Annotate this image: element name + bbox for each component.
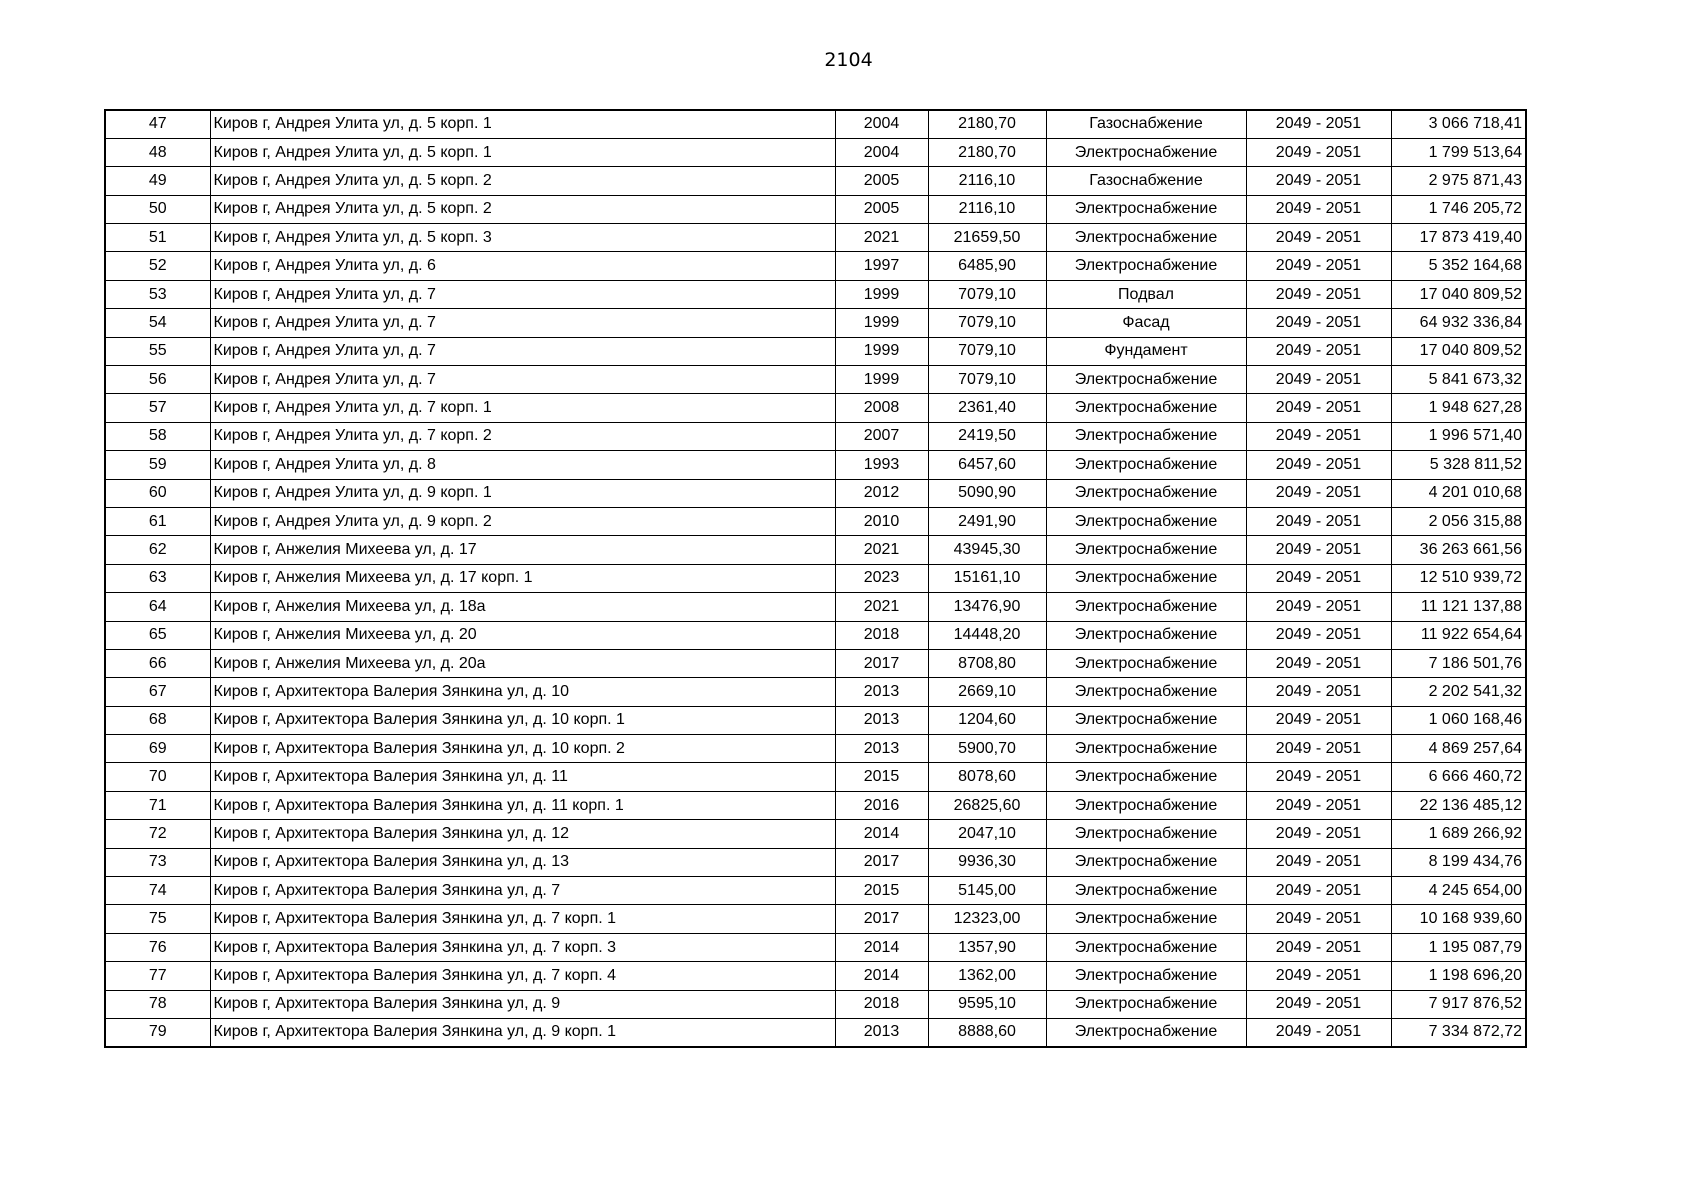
work-type-cell: Фундамент [1046, 337, 1246, 365]
work-type-cell: Электроснабжение [1046, 735, 1246, 763]
period-cell: 2049 - 2051 [1246, 309, 1391, 337]
table-row [105, 706, 1526, 734]
build-year-cell: 2007 [835, 422, 928, 450]
work-type-cell: Газоснабжение [1046, 167, 1246, 195]
build-year-cell: 2004 [835, 138, 928, 166]
address-cell: Киров г, Андрея Улита ул, д. 7 корп. 2 [210, 422, 835, 450]
table-row [105, 394, 1526, 422]
row-number-cell: 68 [105, 706, 210, 734]
row-number-cell: 55 [105, 337, 210, 365]
address-cell: Киров г, Андрея Улита ул, д. 7 [210, 337, 835, 365]
table-row [105, 791, 1526, 819]
work-type-cell: Подвал [1046, 280, 1246, 308]
work-type-cell: Электроснабжение [1046, 479, 1246, 507]
period-cell: 2049 - 2051 [1246, 536, 1391, 564]
cost-cell: 11 922 654,64 [1391, 621, 1526, 649]
table-row [105, 224, 1526, 252]
table-row [105, 962, 1526, 990]
period-cell: 2049 - 2051 [1246, 224, 1391, 252]
row-number-cell: 67 [105, 678, 210, 706]
cost-cell: 5 841 673,32 [1391, 366, 1526, 394]
row-number-cell: 69 [105, 735, 210, 763]
build-year-cell: 2021 [835, 536, 928, 564]
area-cell: 5900,70 [928, 735, 1046, 763]
build-year-cell: 2021 [835, 224, 928, 252]
address-cell: Киров г, Анжелия Михеева ул, д. 17 корп. 1 [210, 564, 835, 592]
area-cell: 2116,10 [928, 195, 1046, 223]
row-number-cell: 71 [105, 791, 210, 819]
address-cell: Киров г, Архитектора Валерия Зянкина ул, д. 9 корп. 1 [210, 1019, 835, 1047]
period-cell: 2049 - 2051 [1246, 848, 1391, 876]
period-cell: 2049 - 2051 [1246, 195, 1391, 223]
row-number-cell: 56 [105, 366, 210, 394]
build-year-cell: 2021 [835, 593, 928, 621]
work-type-cell: Электроснабжение [1046, 877, 1246, 905]
work-type-cell: Электроснабжение [1046, 422, 1246, 450]
table-row [105, 536, 1526, 564]
build-year-cell: 2013 [835, 678, 928, 706]
period-cell: 2049 - 2051 [1246, 621, 1391, 649]
area-cell: 5145,00 [928, 877, 1046, 905]
cost-cell: 64 932 336,84 [1391, 309, 1526, 337]
address-cell: Киров г, Архитектора Валерия Зянкина ул, д. 11 корп. 1 [210, 791, 835, 819]
cost-cell: 1 799 513,64 [1391, 138, 1526, 166]
work-type-cell: Электроснабжение [1046, 706, 1246, 734]
table-row [105, 366, 1526, 394]
address-cell: Киров г, Андрея Улита ул, д. 8 [210, 451, 835, 479]
cost-cell: 4 245 654,00 [1391, 877, 1526, 905]
build-year-cell: 2017 [835, 649, 928, 677]
work-type-cell: Электроснабжение [1046, 1019, 1246, 1047]
row-number-cell: 51 [105, 224, 210, 252]
build-year-cell: 1993 [835, 451, 928, 479]
table-row [105, 905, 1526, 933]
build-year-cell: 2014 [835, 933, 928, 961]
area-cell: 12323,00 [928, 905, 1046, 933]
area-cell: 9595,10 [928, 990, 1046, 1018]
build-year-cell: 2015 [835, 877, 928, 905]
cost-cell: 7 334 872,72 [1391, 1019, 1526, 1047]
build-year-cell: 2018 [835, 621, 928, 649]
row-number-cell: 61 [105, 507, 210, 535]
build-year-cell: 2015 [835, 763, 928, 791]
area-cell: 1362,00 [928, 962, 1046, 990]
work-type-cell: Электроснабжение [1046, 678, 1246, 706]
work-type-cell: Электроснабжение [1046, 763, 1246, 791]
area-cell: 7079,10 [928, 309, 1046, 337]
table-row [105, 507, 1526, 535]
address-cell: Киров г, Андрея Улита ул, д. 5 корп. 2 [210, 195, 835, 223]
address-cell: Киров г, Андрея Улита ул, д. 5 корп. 1 [210, 138, 835, 166]
address-cell: Киров г, Архитектора Валерия Зянкина ул, д. 7 корп. 1 [210, 905, 835, 933]
cost-cell: 1 746 205,72 [1391, 195, 1526, 223]
address-cell: Киров г, Анжелия Михеева ул, д. 18а [210, 593, 835, 621]
period-cell: 2049 - 2051 [1246, 877, 1391, 905]
cost-cell: 10 168 939,60 [1391, 905, 1526, 933]
row-number-cell: 73 [105, 848, 210, 876]
table-row [105, 1019, 1526, 1047]
address-cell: Киров г, Архитектора Валерия Зянкина ул, д. 13 [210, 848, 835, 876]
row-number-cell: 57 [105, 394, 210, 422]
row-number-cell: 48 [105, 138, 210, 166]
table-row [105, 877, 1526, 905]
area-cell: 7079,10 [928, 366, 1046, 394]
period-cell: 2049 - 2051 [1246, 507, 1391, 535]
address-cell: Киров г, Андрея Улита ул, д. 7 корп. 1 [210, 394, 835, 422]
area-cell: 8078,60 [928, 763, 1046, 791]
cost-cell: 7 186 501,76 [1391, 649, 1526, 677]
period-cell: 2049 - 2051 [1246, 1019, 1391, 1047]
area-cell: 14448,20 [928, 621, 1046, 649]
area-cell: 6485,90 [928, 252, 1046, 280]
build-year-cell: 1999 [835, 309, 928, 337]
area-cell: 2361,40 [928, 394, 1046, 422]
work-type-cell: Электроснабжение [1046, 848, 1246, 876]
period-cell: 2049 - 2051 [1246, 763, 1391, 791]
build-year-cell: 1999 [835, 280, 928, 308]
row-number-cell: 62 [105, 536, 210, 564]
cost-cell: 3 066 718,41 [1391, 110, 1526, 138]
table-row [105, 621, 1526, 649]
build-year-cell: 2016 [835, 791, 928, 819]
period-cell: 2049 - 2051 [1246, 167, 1391, 195]
table-row [105, 848, 1526, 876]
row-number-cell: 77 [105, 962, 210, 990]
build-year-cell: 2013 [835, 735, 928, 763]
address-cell: Киров г, Архитектора Валерия Зянкина ул, д. 11 [210, 763, 835, 791]
table-row [105, 763, 1526, 791]
build-year-cell: 2014 [835, 962, 928, 990]
address-cell: Киров г, Андрея Улита ул, д. 9 корп. 1 [210, 479, 835, 507]
work-type-cell: Электроснабжение [1046, 820, 1246, 848]
address-cell: Киров г, Архитектора Валерия Зянкина ул, д. 7 корп. 4 [210, 962, 835, 990]
build-year-cell: 2013 [835, 1019, 928, 1047]
build-year-cell: 2013 [835, 706, 928, 734]
work-type-cell: Электроснабжение [1046, 962, 1246, 990]
row-number-cell: 53 [105, 280, 210, 308]
address-cell: Киров г, Андрея Улита ул, д. 5 корп. 3 [210, 224, 835, 252]
cost-cell: 8 199 434,76 [1391, 848, 1526, 876]
row-number-cell: 50 [105, 195, 210, 223]
build-year-cell: 1997 [835, 252, 928, 280]
address-cell: Киров г, Архитектора Валерия Зянкина ул, д. 10 корп. 1 [210, 706, 835, 734]
work-type-cell: Электроснабжение [1046, 933, 1246, 961]
period-cell: 2049 - 2051 [1246, 366, 1391, 394]
address-cell: Киров г, Архитектора Валерия Зянкина ул, д. 9 [210, 990, 835, 1018]
address-cell: Киров г, Архитектора Валерия Зянкина ул, д. 7 [210, 877, 835, 905]
period-cell: 2049 - 2051 [1246, 962, 1391, 990]
area-cell: 21659,50 [928, 224, 1046, 252]
address-cell: Киров г, Андрея Улита ул, д. 6 [210, 252, 835, 280]
work-type-cell: Электроснабжение [1046, 649, 1246, 677]
row-number-cell: 79 [105, 1019, 210, 1047]
period-cell: 2049 - 2051 [1246, 820, 1391, 848]
area-cell: 26825,60 [928, 791, 1046, 819]
row-number-cell: 49 [105, 167, 210, 195]
row-number-cell: 60 [105, 479, 210, 507]
period-cell: 2049 - 2051 [1246, 706, 1391, 734]
area-cell: 2669,10 [928, 678, 1046, 706]
address-cell: Киров г, Андрея Улита ул, д. 5 корп. 2 [210, 167, 835, 195]
period-cell: 2049 - 2051 [1246, 593, 1391, 621]
period-cell: 2049 - 2051 [1246, 678, 1391, 706]
work-type-cell: Газоснабжение [1046, 110, 1246, 138]
area-cell: 2116,10 [928, 167, 1046, 195]
address-cell: Киров г, Анжелия Михеева ул, д. 20а [210, 649, 835, 677]
build-year-cell: 2005 [835, 167, 928, 195]
period-cell: 2049 - 2051 [1246, 735, 1391, 763]
table-row [105, 735, 1526, 763]
page-number: 2104 [824, 49, 873, 71]
area-cell: 9936,30 [928, 848, 1046, 876]
address-cell: Киров г, Анжелия Михеева ул, д. 17 [210, 536, 835, 564]
row-number-cell: 64 [105, 593, 210, 621]
area-cell: 2047,10 [928, 820, 1046, 848]
area-cell: 5090,90 [928, 479, 1046, 507]
row-number-cell: 70 [105, 763, 210, 791]
build-year-cell: 2018 [835, 990, 928, 1018]
row-number-cell: 75 [105, 905, 210, 933]
period-cell: 2049 - 2051 [1246, 280, 1391, 308]
cost-cell: 4 201 010,68 [1391, 479, 1526, 507]
address-cell: Киров г, Анжелия Михеева ул, д. 20 [210, 621, 835, 649]
cost-cell: 1 060 168,46 [1391, 706, 1526, 734]
address-cell: Киров г, Андрея Улита ул, д. 7 [210, 309, 835, 337]
period-cell: 2049 - 2051 [1246, 791, 1391, 819]
table-row [105, 110, 1526, 138]
period-cell: 2049 - 2051 [1246, 110, 1391, 138]
area-cell: 8888,60 [928, 1019, 1046, 1047]
row-number-cell: 65 [105, 621, 210, 649]
period-cell: 2049 - 2051 [1246, 933, 1391, 961]
area-cell: 15161,10 [928, 564, 1046, 592]
cost-cell: 5 352 164,68 [1391, 252, 1526, 280]
cost-cell: 2 202 541,32 [1391, 678, 1526, 706]
period-cell: 2049 - 2051 [1246, 990, 1391, 1018]
cost-cell: 17 040 809,52 [1391, 280, 1526, 308]
address-cell: Киров г, Андрея Улита ул, д. 5 корп. 1 [210, 110, 835, 138]
table-row [105, 933, 1526, 961]
row-number-cell: 47 [105, 110, 210, 138]
area-cell: 6457,60 [928, 451, 1046, 479]
row-number-cell: 72 [105, 820, 210, 848]
cost-cell: 22 136 485,12 [1391, 791, 1526, 819]
period-cell: 2049 - 2051 [1246, 479, 1391, 507]
work-type-cell: Электроснабжение [1046, 621, 1246, 649]
cost-cell: 7 917 876,52 [1391, 990, 1526, 1018]
address-cell: Киров г, Андрея Улита ул, д. 7 [210, 366, 835, 394]
build-year-cell: 2017 [835, 848, 928, 876]
work-type-cell: Электроснабжение [1046, 252, 1246, 280]
cost-cell: 1 689 266,92 [1391, 820, 1526, 848]
work-type-cell: Электроснабжение [1046, 451, 1246, 479]
cost-cell: 17 873 419,40 [1391, 224, 1526, 252]
cost-cell: 12 510 939,72 [1391, 564, 1526, 592]
work-type-cell: Электроснабжение [1046, 224, 1246, 252]
address-cell: Киров г, Андрея Улита ул, д. 7 [210, 280, 835, 308]
build-year-cell: 2010 [835, 507, 928, 535]
table-row [105, 138, 1526, 166]
work-type-cell: Электроснабжение [1046, 905, 1246, 933]
table-row [105, 337, 1526, 365]
period-cell: 2049 - 2051 [1246, 422, 1391, 450]
address-cell: Киров г, Андрея Улита ул, д. 9 корп. 2 [210, 507, 835, 535]
period-cell: 2049 - 2051 [1246, 564, 1391, 592]
area-cell: 8708,80 [928, 649, 1046, 677]
row-number-cell: 76 [105, 933, 210, 961]
area-cell: 7079,10 [928, 280, 1046, 308]
cost-cell: 1 198 696,20 [1391, 962, 1526, 990]
row-number-cell: 59 [105, 451, 210, 479]
period-cell: 2049 - 2051 [1246, 905, 1391, 933]
work-type-cell: Электроснабжение [1046, 507, 1246, 535]
period-cell: 2049 - 2051 [1246, 394, 1391, 422]
cost-cell: 2 056 315,88 [1391, 507, 1526, 535]
period-cell: 2049 - 2051 [1246, 138, 1391, 166]
table-row [105, 649, 1526, 677]
work-type-cell: Электроснабжение [1046, 791, 1246, 819]
build-year-cell: 2017 [835, 905, 928, 933]
table-row [105, 820, 1526, 848]
row-number-cell: 78 [105, 990, 210, 1018]
row-number-cell: 74 [105, 877, 210, 905]
repair-schedule-table [104, 109, 1527, 1048]
area-cell: 2491,90 [928, 507, 1046, 535]
cost-cell: 1 996 571,40 [1391, 422, 1526, 450]
cost-cell: 36 263 661,56 [1391, 536, 1526, 564]
table-row [105, 195, 1526, 223]
area-cell: 7079,10 [928, 337, 1046, 365]
work-type-cell: Электроснабжение [1046, 195, 1246, 223]
work-type-cell: Электроснабжение [1046, 593, 1246, 621]
area-cell: 2180,70 [928, 110, 1046, 138]
row-number-cell: 54 [105, 309, 210, 337]
period-cell: 2049 - 2051 [1246, 337, 1391, 365]
period-cell: 2049 - 2051 [1246, 252, 1391, 280]
area-cell: 1204,60 [928, 706, 1046, 734]
table-row [105, 451, 1526, 479]
address-cell: Киров г, Архитектора Валерия Зянкина ул, д. 12 [210, 820, 835, 848]
table-row [105, 309, 1526, 337]
row-number-cell: 66 [105, 649, 210, 677]
build-year-cell: 2012 [835, 479, 928, 507]
build-year-cell: 1999 [835, 366, 928, 394]
table-row [105, 990, 1526, 1018]
build-year-cell: 2008 [835, 394, 928, 422]
table-row [105, 678, 1526, 706]
work-type-cell: Электроснабжение [1046, 564, 1246, 592]
table-row [105, 593, 1526, 621]
cost-cell: 1 948 627,28 [1391, 394, 1526, 422]
cost-cell: 17 040 809,52 [1391, 337, 1526, 365]
table-body [105, 110, 1526, 1047]
work-type-cell: Электроснабжение [1046, 138, 1246, 166]
period-cell: 2049 - 2051 [1246, 649, 1391, 677]
build-year-cell: 2014 [835, 820, 928, 848]
cost-cell: 6 666 460,72 [1391, 763, 1526, 791]
table-row [105, 564, 1526, 592]
work-type-cell: Электроснабжение [1046, 536, 1246, 564]
area-cell: 2180,70 [928, 138, 1046, 166]
table-row [105, 479, 1526, 507]
area-cell: 2419,50 [928, 422, 1046, 450]
table-row [105, 167, 1526, 195]
period-cell: 2049 - 2051 [1246, 451, 1391, 479]
work-type-cell: Электроснабжение [1046, 394, 1246, 422]
build-year-cell: 2005 [835, 195, 928, 223]
work-type-cell: Электроснабжение [1046, 366, 1246, 394]
cost-cell: 4 869 257,64 [1391, 735, 1526, 763]
build-year-cell: 1999 [835, 337, 928, 365]
area-cell: 43945,30 [928, 536, 1046, 564]
table-row [105, 422, 1526, 450]
cost-cell: 1 195 087,79 [1391, 933, 1526, 961]
area-cell: 1357,90 [928, 933, 1046, 961]
row-number-cell: 52 [105, 252, 210, 280]
area-cell: 13476,90 [928, 593, 1046, 621]
build-year-cell: 2023 [835, 564, 928, 592]
work-type-cell: Электроснабжение [1046, 990, 1246, 1018]
address-cell: Киров г, Архитектора Валерия Зянкина ул, д. 10 корп. 2 [210, 735, 835, 763]
build-year-cell: 2004 [835, 110, 928, 138]
cost-cell: 5 328 811,52 [1391, 451, 1526, 479]
cost-cell: 11 121 137,88 [1391, 593, 1526, 621]
cost-cell: 2 975 871,43 [1391, 167, 1526, 195]
row-number-cell: 58 [105, 422, 210, 450]
address-cell: Киров г, Архитектора Валерия Зянкина ул, д. 7 корп. 3 [210, 933, 835, 961]
row-number-cell: 63 [105, 564, 210, 592]
table-row [105, 252, 1526, 280]
address-cell: Киров г, Архитектора Валерия Зянкина ул, д. 10 [210, 678, 835, 706]
table-row [105, 280, 1526, 308]
work-type-cell: Фасад [1046, 309, 1246, 337]
